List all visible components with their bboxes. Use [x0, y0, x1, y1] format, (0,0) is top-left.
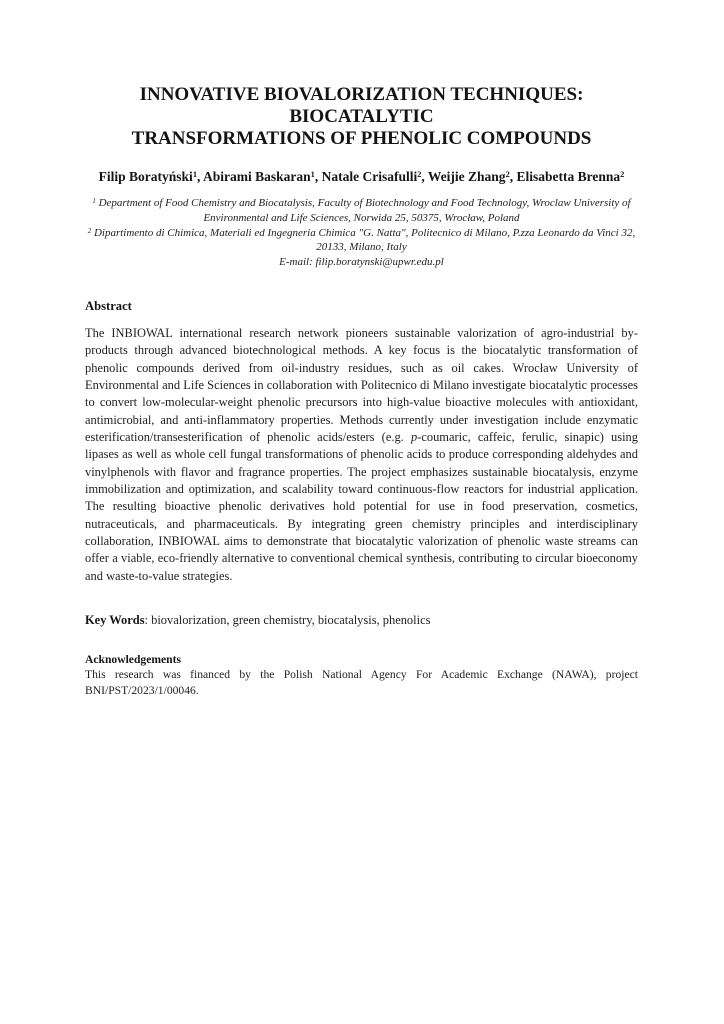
abstract-italic-term: p [410, 430, 418, 445]
keywords-line [85, 612, 638, 629]
author-superscript: 1 [310, 170, 315, 180]
author-name: Elisabetta Brenna [516, 169, 621, 184]
keywords-value: biovalorization, green chemistry, biocatalysis, phenolics [151, 613, 431, 628]
abstract-text-part1: The INBIOWAL international research network pioneers sustainable valorization of agro-industrial by-products through advanced biotechnological methods. A key focus is the biocatalytic transformation of phenolic compounds derived from oil-industry residues, such as oil cakes. Wrocław University of Environmental and Life Sciences in collaboration with Politecnico di Milano investigate biocatalytic processes to convert low-molecular-weight phenolic precursors into high-value bioactive molecules with antioxidant, antimicrobial, and anti-inflammatory properties. Methods currently under investigation include enzymatic esterification/transesterification of phenolic acids/esters (e.g. [85, 325, 638, 445]
author-line [89, 166, 634, 187]
paper-title-line-1: INNOVATIVE BIOVALORIZATION TECHNIQUES: BIOCATALYTIC [139, 84, 584, 127]
affiliations-block [85, 196, 638, 270]
affiliation-1 [85, 196, 638, 226]
abstract-text-part2: -coumaric, caffeic, ferulic, sinapic) using lipases as well as whole cell fungal transformations of phenolic acids to produce corresponding aldehydes and vinylphenols with flavor and fragrance properties. The project emphasizes sustainable biocatalysis, enzyme immobilization and optimization, and scalability toward continuous-flow reactors for industrial application. The resulting bioactive phenolic derivatives hold potential for use in food preservation, cosmetics, nutraceuticals, and pharmaceuticals. By integrating green chemistry principles and interdisciplinary collaboration, INBIOWAL aims to demonstrate that biocatalytic valorization of phenolic waste streams can offer a viable, eco-friendly alternative to conventional chemical synthesis, contributing to circular bioeconomy and waste-to-value strategies. [85, 430, 638, 583]
author-superscript: 2 [417, 170, 422, 180]
affiliation-marker: 2 [87, 227, 92, 235]
author-name: Abirami Baskaran [203, 169, 311, 184]
acknowledgements-body: This research was financed by the Polish National Agency For Academic Exchange (NAWA), project BNI/PST/2023/1/00046. [85, 668, 638, 698]
author-separator: , [197, 169, 204, 184]
affiliation-text: Dipartimento di Chimica, Materiali ed Ingegneria Chimica "G. Natta", Politecnico di Milano, P.zza Leonardo da Vinci 32, 20133, Milano, Italy [91, 226, 636, 254]
email-line: E-mail: filip.boratynski@upwr.edu.pl [279, 256, 444, 269]
author-superscript: 2 [505, 170, 510, 180]
author-separator: , [509, 169, 517, 184]
keywords-separator: : [144, 613, 152, 628]
author-separator: , [421, 169, 428, 184]
affiliation-marker: 1 [92, 197, 96, 205]
author-superscript: 2 [620, 170, 625, 180]
abstract-paragraph [85, 325, 638, 585]
affiliation-2 [85, 226, 638, 256]
author-superscript: 1 [192, 170, 197, 180]
author-separator: , [314, 169, 322, 184]
author-name: Weijie Zhang [427, 169, 506, 184]
abstract-heading: Abstract [85, 298, 132, 313]
paper-title [85, 84, 638, 150]
paper-title-line-2: TRANSFORMATIONS OF PHENOLIC COMPOUNDS [131, 128, 592, 149]
acknowledgements-heading: Acknowledgements [85, 653, 181, 667]
author-name: Natale Crisafulli [321, 169, 418, 184]
keywords-label: Key Words [85, 613, 145, 628]
author-name: Filip Boratyński [98, 169, 193, 184]
affiliation-text: Department of Food Chemistry and Biocatalysis, Faculty of Biotechnology and Food Technology, Wroclaw University of Environmental and Life Sciences, Norwida 25, 50375, Wrocław, Poland [95, 197, 631, 224]
